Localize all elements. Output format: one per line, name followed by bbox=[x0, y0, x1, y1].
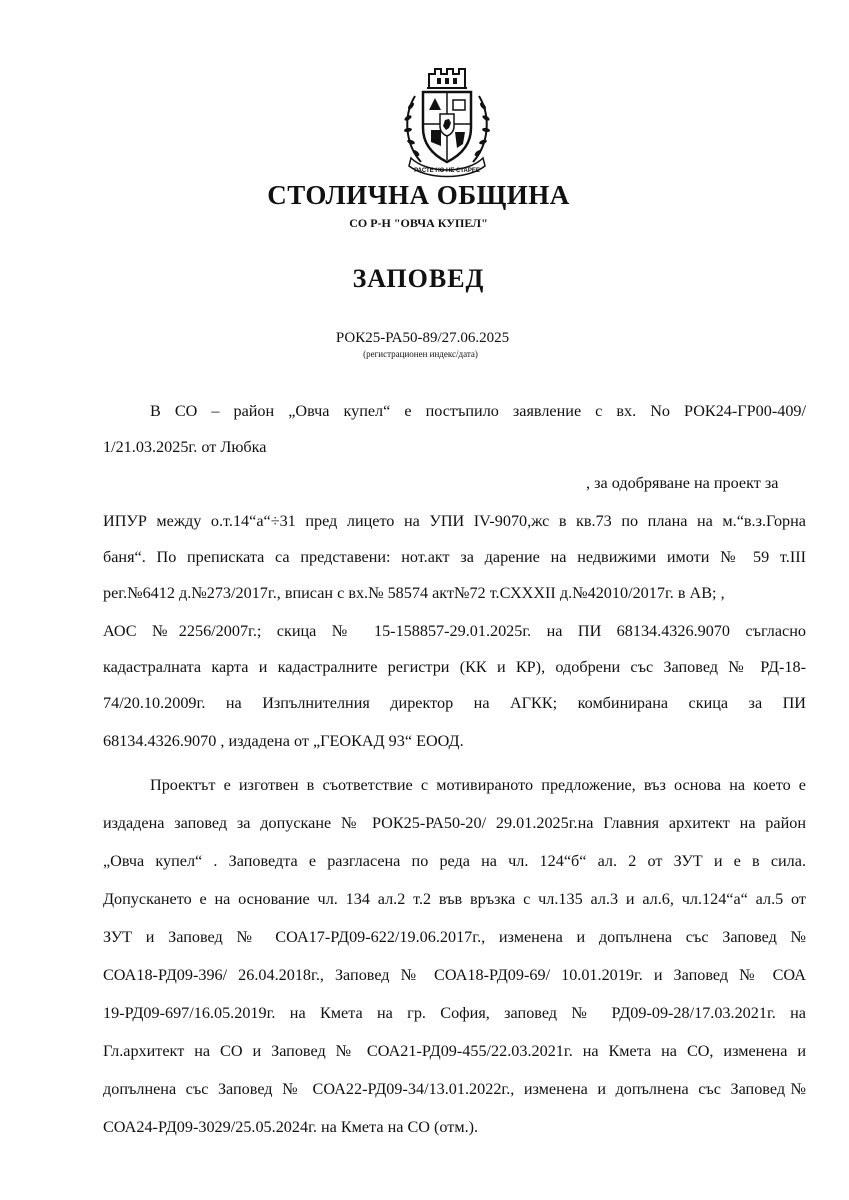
body-line: кадастралната карта и кадастралните регистри (КК и КР), одобрени със Заповед № РД-18- bbox=[103, 658, 806, 676]
registration-caption: (регистрационен индекс/дата) bbox=[363, 349, 478, 359]
body-line: издадена заповед за допускане № РОК25-РА50-20/ 29.01.2025г.на Главния архитект на район bbox=[103, 814, 806, 832]
body-line: ИПУР между о.т.14“а“÷31 пред лицето на УПИ IV-9070,жс в кв.73 по плана на м.“в.з.Горна bbox=[103, 512, 806, 530]
body-line: ЗУТ и Заповед № СОА17-РД09-622/19.06.2017г., изменена и допълнена със Заповед № bbox=[103, 928, 806, 946]
body-line: Проектът е изготвен в съответствие с мотивираното предложение, въз основа на което е bbox=[150, 776, 806, 794]
body-line: , за одобряване на проект за bbox=[586, 474, 779, 492]
body-line: Допускането е на основание чл. 134 ал.2 т.2 във връзка с чл.135 ал.3 и ал.6, чл.124“а“ ал.5 от bbox=[103, 890, 806, 908]
body-line: допълнена със Заповед № СОА22-РД09-34/13.01.2022г., изменена и допълнена със Заповед№ bbox=[103, 1080, 806, 1098]
sofia-coat-of-arms-icon bbox=[397, 66, 497, 180]
body-line: рег.№6412 д.№273/2017г., вписан с вх.№ 58574 акт№72 т.СХХХII д.№42010/2017г. в АВ; , bbox=[103, 584, 725, 602]
organization-name: СТОЛИЧНА ОБЩИНА bbox=[267, 180, 570, 210]
body-line: АОС №2256/2007г.; скица № 15-158857-29.01.2025г. на ПИ 68134.4326.9070 съгласно bbox=[103, 622, 806, 640]
body-line: 19-РД09-697/16.05.2019г. на Кмета на гр. София, заповед № РД09-09-28/17.03.2021г. на bbox=[103, 1004, 806, 1022]
body-line: баня“. По преписката са представени: нот.акт за дарение на недвижими имоти № 59 т.III bbox=[103, 548, 806, 566]
body-line: 1/21.03.2025г. от Любка bbox=[103, 438, 267, 456]
registration-number: РОК25-РА50-89/27.06.2025 bbox=[335, 330, 510, 346]
crest-motto: РАСТЕ НО НЕ СТАРЕЕ bbox=[414, 168, 480, 174]
body-line: СОА18-РД09-396/ 26.04.2018г., Заповед № СОА18-РД09-69/ 10.01.2019г. и Заповед № СОА bbox=[103, 966, 806, 984]
body-line: 68134.4326.9070 , издадена от „ГЕОКАД 93“ ЕООД. bbox=[103, 732, 464, 750]
organization-subtitle: СО Р-Н "ОВЧА КУПЕЛ" bbox=[349, 216, 488, 230]
body-line: В СО – район „Овча купел“ е постъпило заявление с вх. No РОК24-ГР00-409/ bbox=[150, 402, 806, 420]
body-line: 74/20.10.2009г. на Изпълнителния директор на АГКК; комбинирана скица за ПИ bbox=[103, 694, 806, 712]
body-line: „Овча купел“ . Заповедта е разгласена по реда на чл. 124“б“ ал. 2 от ЗУТ и е в сила. bbox=[103, 852, 806, 870]
body-line: Гл.архитект на СО и Заповед № СОА21-РД09-455/22.03.2021г. на Кмета на СО, изменена и bbox=[103, 1042, 806, 1060]
document-title: ЗАПОВЕД bbox=[352, 264, 485, 293]
body-line: СОА24-РД09-3029/25.05.2024г. на Кмета на СО (отм.). bbox=[103, 1118, 479, 1136]
